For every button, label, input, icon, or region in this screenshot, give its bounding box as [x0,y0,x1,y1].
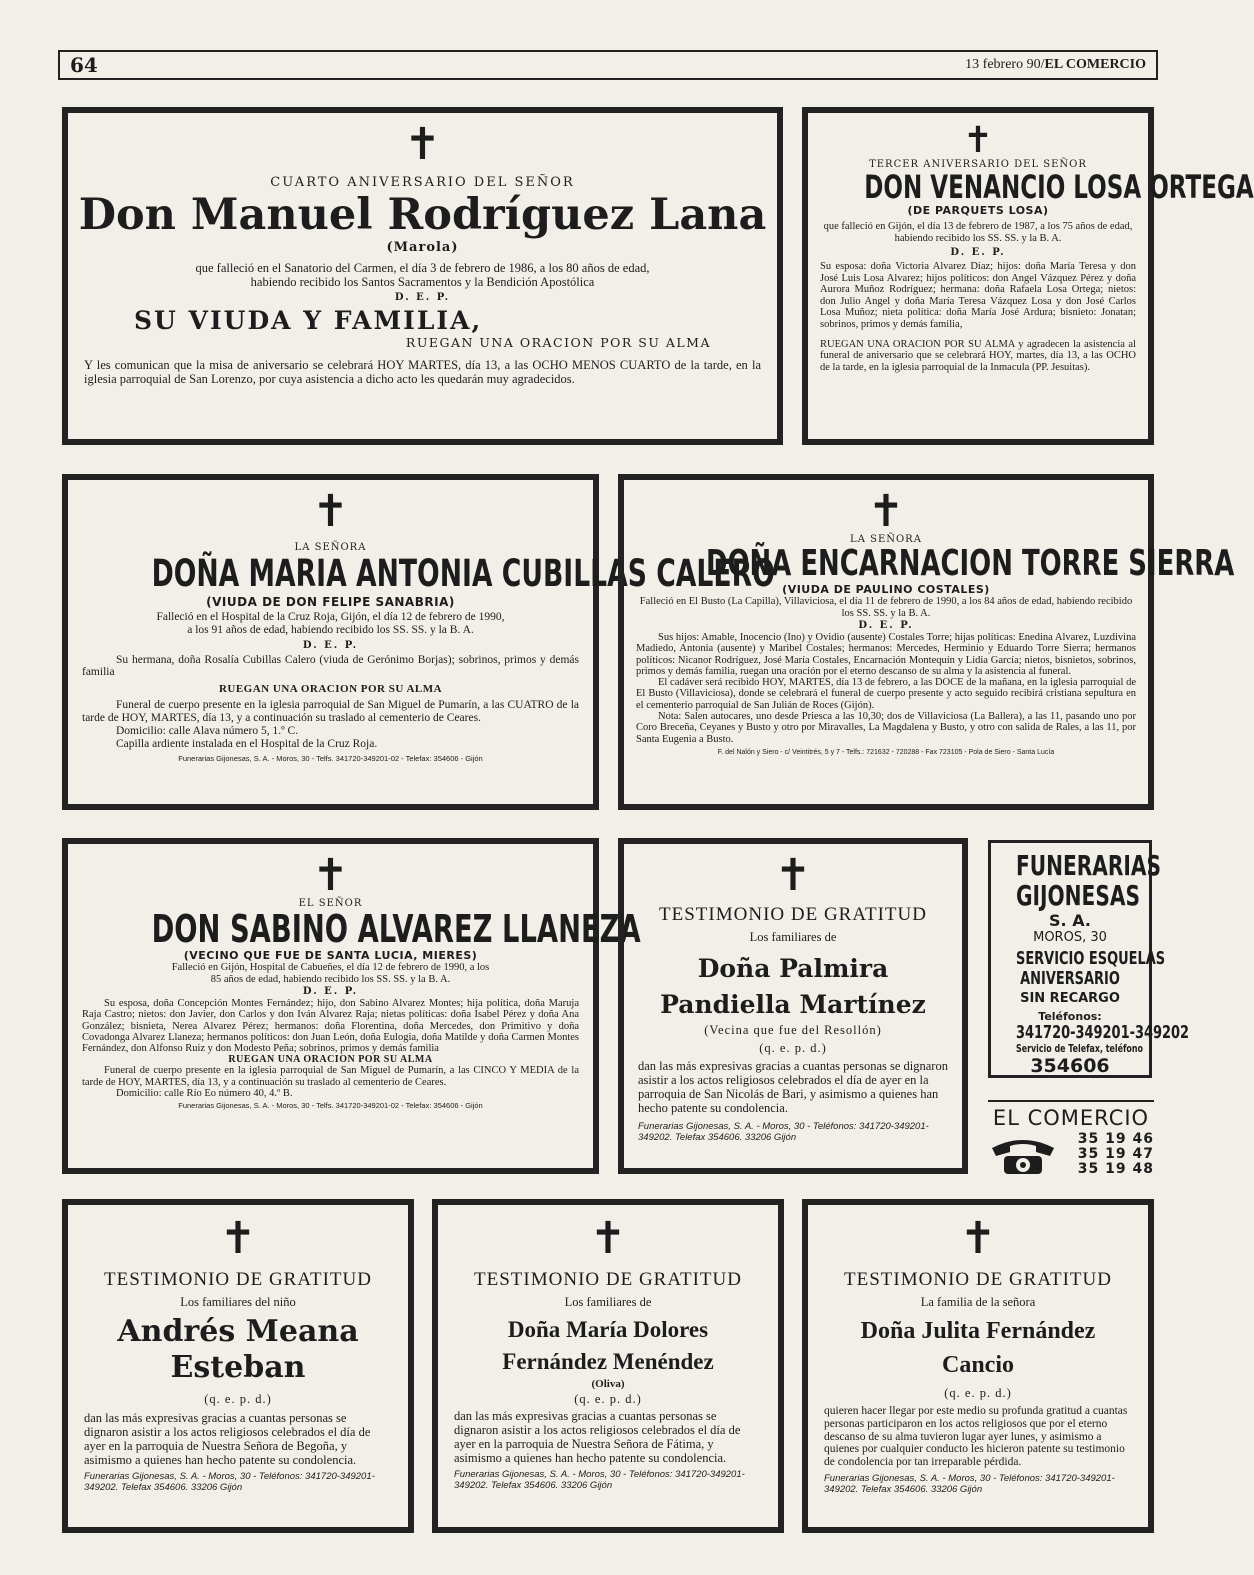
notice-family: SU VIUDA Y FAMILIA, [134,306,483,335]
page-header [58,50,1158,80]
notice-subtitle: (VECINO QUE FUE DE SANTA LUCIA, MIERES) [183,949,478,962]
notice-name: Doña María Dolores Fernández Menéndez [502,1317,714,1374]
notice-title: TESTIMONIO DE GRATITUD [844,1269,1112,1290]
page-number: 64 [70,53,98,77]
notice-manuel-rodriguez-lana [62,107,783,445]
notice-capilla: Capilla ardiente instalada en el Hospital de la Cruz Roja. [116,737,378,750]
notice-intro: Los familiares del niño [180,1295,296,1309]
notice-ruegan: RUEGAN UNA ORACION POR SU ALMA [228,1054,433,1066]
notice-maria-dolores-fernandez-menendez [432,1199,784,1533]
notice-body: El cadáver será recibido HOY, MARTES, día 13 de febrero, a las DOCE de la mañana, en la iglesia parroquial de El Busto (Villaviciosa), donde se celebrará el funeral de cuerpo presente y acto seguido recibirá cristiana sepultura en el cementerio parroquial de San Julián de Roces (Gijón). [636,677,1136,711]
notice-encarnacion-torre-sierra [618,474,1235,810]
notice-family: Su esposa, doña Concepción Montes Fernández; hijo, don Sabino Alvarez Montes; hija política, doña Maruja Raja Castro; nietos: don Javier, don Carlos y don Iván Alvarez Raja; nietas políticas: doña Isabel Pérez y doña Ana González; bisnieta, Nerea Alvarez Pérez; hermanos: doña Florentina, doña Mercedes, don Primitivo y doña Covadonga Alvarez Llaneza; hermanos políticos: don Juan León, doña Eulogia, doña Matilde y doña Carmen Montes Fernández, don Alfonso Ruiz y don Modesto Peña; sobrinos, primos y demás familia [82,998,579,1055]
ad-service: ANIVERSARIO [1020,968,1120,989]
dep: D. E. P. [950,247,1006,258]
cross-icon: ✝ [962,120,994,161]
cross-icon: ✝ [404,119,441,170]
notice-body: Y les comunican que la misa de aniversario se celebrará HOY MARTES, día 13, a las OCHO MENOS CUARTO de la tarde, en la iglesia parroquial de San Lorenzo, por cuya asistencia a dicho acto les quedarán muy agradecidos. [84,358,761,386]
ad-sa: S. A. [1049,911,1091,930]
notice-qepd: (q. e. p. d.) [759,1041,827,1055]
notice-name: DOÑA MARIA ANTONIA CUBILLAS CALERO [151,552,775,595]
notice-alias: (Marola) [386,240,459,255]
notice-line: a los 91 años de edad, habiendo recibido los SS. SS. y la B. A. [187,623,474,636]
notice-footer: Funerarias Gijonesas, S. A. - Moros, 30 - Teléfonos: 341720-349201-349202. Telefax 354606. 33206 Gijón [84,1471,375,1493]
ad-phone-label: Teléfonos: [1038,1010,1102,1023]
notice-name: DON SABINO ALVAREZ LLANEZA [151,907,641,951]
notice-body: quieren hacer llegar por este medio su profunda gratitud a cuantas personas participaron en los actos religiosos que por el eterno descanso de su alma tuvieron lugar ayer lunes, y asimismo a quienes por cualquier conducto les hicieron patente su testimonio de condolencia por tan irreparable pérdida. [824,1405,1128,1469]
notice-title: TESTIMONIO DE GRATITUD [474,1269,742,1290]
notice-family: Su hermana, doña Rosalía Cubillas Calero (viuda de Gerónimo Borjas); sobrinos, primos y demás familia [82,653,579,679]
dep: D. E. P. [858,620,914,631]
notice-intro: Los familiares de [749,930,837,944]
notice-domicile: Domicilio: calle Alava número 5, 1.º C. [116,724,299,737]
notice-line: que falleció en Gijón, el día 13 de febrero de 1987, a los 75 años de edad, habiendo recibido los SS. SS. y la B. A. [823,221,1133,244]
notice-footer: Funerarias Gijonesas, S. A. - Moros, 30 - Teléfonos: 341720-349201-349202. Telefax 354606. 33206 Gijón [638,1121,929,1143]
notice-footer: Funerarias Gijonesas, S. A. - Moros, 30 - Telfs. 341720-349201-02 - Telefax: 354606 - Gijón [178,754,483,764]
notice-name: DON VENANCIO LOSA ORTEGA [864,168,1254,206]
notice-pre: LA SEÑORA [294,542,367,553]
cross-icon: ✝ [867,486,905,537]
notice-subtitle: (DE PARQUETS LOSA) [907,204,1049,217]
ad-service: SERVICIO ESQUELAS [1016,948,1166,969]
ad-name: EL COMERCIO [992,1106,1150,1130]
ad-name: GIJONESAS [1016,879,1140,912]
notice-qepd: (q. e. p. d.) [574,1392,642,1406]
notice-family: Sus hijos: Amable, Inocencio (Ino) y Ovidio (ausente) Costales Torre; hijas políticas: Enedina Alvarez, Luzdivina Madiedo, Antonia (ausente) y Maribel Costales; hermanos: Mercedes, Herminio y Eduardo Torre Sierra; hermanos políticos: Nicanor Rodríguez, José María Costales, Encarnación Montequín y Lidia García; nietos, bisnietos, sobrinos, primos y demás familia, ruegan una oración por el eterno descanso de su alma y la asistencia al funeral. [636,632,1136,677]
notice-body: Funeral de cuerpo presente en la iglesia parroquial de San Miguel de Pumarín, a las CINCO Y MEDIA de la tarde de HOY, MARTES, día 13, y a continuación su traslado al cementerio de Ceares. [82,1065,579,1088]
notice-ruegan: RUEGAN UNA ORACION POR SU ALMA [218,683,443,696]
notice-qepd: (q. e. p. d.) [204,1392,272,1406]
notice-line: habiendo recibido los Santos Sacramentos y la Bendición Apostólica [250,275,595,289]
dep: D. E. P. [302,639,359,651]
el-comercio-ad [988,1100,1154,1176]
notice-title: TESTIMONIO DE GRATITUD [659,904,927,925]
notice-palmira-pandiella-martinez [618,838,968,1174]
notice-andres-meana-esteban [62,1199,414,1533]
dep: D. E. P. [302,986,359,997]
notice-pre: TERCER ANIVERSARIO DEL SEÑOR [869,159,1087,170]
notice-intro: Los familiares de [564,1295,652,1309]
notice-maria-antonia-cubillas-calero [62,474,775,810]
ad-fax: 354606 [1030,1055,1110,1077]
dep: D. E. P. [394,292,451,303]
cross-icon: ✝ [589,1213,627,1264]
notice-ruegan: RUEGAN UNA ORACION POR SU ALMA [405,335,711,350]
notice-subtitle: (VIUDA DE DON FELIPE SANABRIA) [206,595,455,609]
notice-line: Falleció en El Busto (La Capilla), Villaviciosa, el día 11 de febrero de 1990, a los 84 años de edad, habiendo recibido los SS. SS. y la B. A. [639,596,1133,619]
notice-body: dan las más expresivas gracias a cuantas personas se dignaron asistir a los actos religiosos celebrados el día de ayer en la parroquia de San Nicolás de Bari, y asimismo a quienes han hecho patente su condolencia. [638,1059,948,1115]
ad-phone: 35 19 48 [1077,1161,1154,1177]
cross-icon: ✝ [774,850,812,901]
notice-body: RUEGAN UNA ORACION POR SU ALMA y agradecen la asistencia al funeral de aniversario que se celebrará HOY, martes, día 13, a las OCHO de la tarde, en la iglesia parroquial de la Inmacula (PP. Jesuitas). [820,338,1136,373]
cross-icon: ✝ [312,850,349,901]
ad-service: SIN RECARGO [1020,991,1120,1006]
notice-body: dan las más expresivas gracias a cuantas personas se dignaron asistir a los actos religiosos celebrados el día de ayer en la parroquia de Nuestra Señora de Begoña, y asimismo a quienes han hecho patente su condolencia. [84,1411,371,1467]
notice-title: TESTIMONIO DE GRATITUD [104,1269,372,1290]
notice-domicile: Domicilio: calle Río Eo número 40, 4.º B. [116,1088,293,1100]
notice-name: Don Manuel Rodríguez Lana [78,190,767,240]
notice-body: dan las más expresivas gracias a cuantas personas se dignaron asistir a los actos religiosos celebrados el día de ayer en la parroquia de Nuestra Señora de Fátima, y asimismo a quienes han hecho patente su condolencia. [454,1409,741,1465]
cross-icon: ✝ [219,1213,257,1264]
publication-line: 13 febrero 90/EL COMERCIO [965,57,1146,72]
notice-subtitle: (VIUDA DE PAULINO COSTALES) [782,583,990,596]
notice-footer: Funerarias Gijonesas, S. A. - Moros, 30 - Teléfonos: 341720-349201-349202. Telefax 354606. 33206 Gijón [824,1472,1115,1495]
notice-pre: LA SEÑORA [850,534,922,545]
notice-footer: Funerarias Gijonesas, S. A. - Moros, 30 - Telfs. 341720-349201-02 - Telefax: 354606 - Gijón [178,1101,483,1111]
ad-phone: 35 19 46 [1077,1131,1154,1147]
notice-pre: EL SEÑOR [298,898,363,909]
notice-julita-fernandez-cancio [802,1199,1154,1533]
notice-line: Falleció en Gijón, Hospital de Cabueñes, el día 12 de febrero de 1990, a los [171,962,490,973]
ad-name: FUNERARIAS [1016,849,1162,882]
notice-sabino-alvarez-llaneza [62,838,641,1174]
notice-name: DOÑA ENCARNACION TORRE SIERRA [706,543,1235,584]
ad-fax-label: Servicio de Telefax, teléfono [1016,1042,1143,1055]
telephone-icon [988,1134,1058,1176]
notice-note: (Oliva) [591,1378,625,1390]
notice-body: Funeral de cuerpo presente en la iglesia parroquial de San Miguel de Pumarín, a las CUATRO de la tarde de HOY, MARTES, día 13, y a continuación su traslado al cementerio de Ceares. [82,699,579,724]
notice-qepd: (q. e. p. d.) [944,1386,1012,1400]
notice-name: Doña Julita Fernández Cancio [860,1318,1096,1378]
cross-icon: ✝ [959,1213,997,1264]
notice-nota: Nota: Salen autocares, uno desde Priesca a las 10,30; dos de Villaviciosa (La Ballera), a las 11, pasando uno por Coro Breceña, Ceyanes y Busto y otro por Miravalles, La Magdalena y Busto, y otro con salida de Rales, a las 11, por Santa Eugenia a Busto. [636,711,1136,745]
notice-line: 85 años de edad, habiendo recibido los SS. SS. y la B. A. [210,973,451,985]
notice-pre: CUARTO ANIVERSARIO DEL SEÑOR [270,175,575,190]
notice-name: Andrés Meana Esteban [117,1314,359,1385]
notice-footer: Funerarias Gijonesas, S. A. - Moros, 30 - Teléfonos: 341720-349201-349202. Telefax 354606. 33206 Gijón [454,1469,745,1491]
ad-phone: 35 19 47 [1077,1146,1154,1162]
ad-address: MOROS, 30 [1033,930,1107,945]
ad-phones: 341720-349201-349202 [1016,1022,1190,1043]
notice-venancio-losa-ortega [802,107,1254,445]
notice-intro: La familia de la señora [920,1295,1036,1309]
notice-footer: F. del Nalón y Siero - c/ Veintitrés, 5 y 7 - Telfs.: 721632 - 720288 - Fax 723105 - Pola de Siero - Santa Lucía [717,748,1055,756]
notice-note: (Vecina que fue del Resollón) [704,1023,882,1037]
funerarias-gijonesas-ad [988,840,1190,1078]
cross-icon: ✝ [312,486,349,537]
notice-family: Su esposa: doña Victoria Alvarez Díaz; hijos: doña María Teresa y don José Luis Losa Alvarez; hijos políticos: don Angel Vázquez Pérez y doña Aurora Muñoz Rodríguez; hermana: doña Rafaela Losa Ortega; nietos: don Julio Angel y doña María Teresa Vázquez Losa y don José Carlos Losa Muñoz; nieta política: doña María José Ardura; bisnieto: Jonatan; sobrinos, primos y demás familia, [820,261,1136,330]
notice-line: que falleció en el Sanatorio del Carmen, el día 3 de febrero de 1986, a los 80 años de edad, [195,261,650,275]
notice-name: Doña Palmira Pandiella Martínez [660,954,926,1019]
notice-line: Falleció en el Hospital de la Cruz Roja, Gijón, el día 12 de febrero de 1990, [156,611,505,623]
